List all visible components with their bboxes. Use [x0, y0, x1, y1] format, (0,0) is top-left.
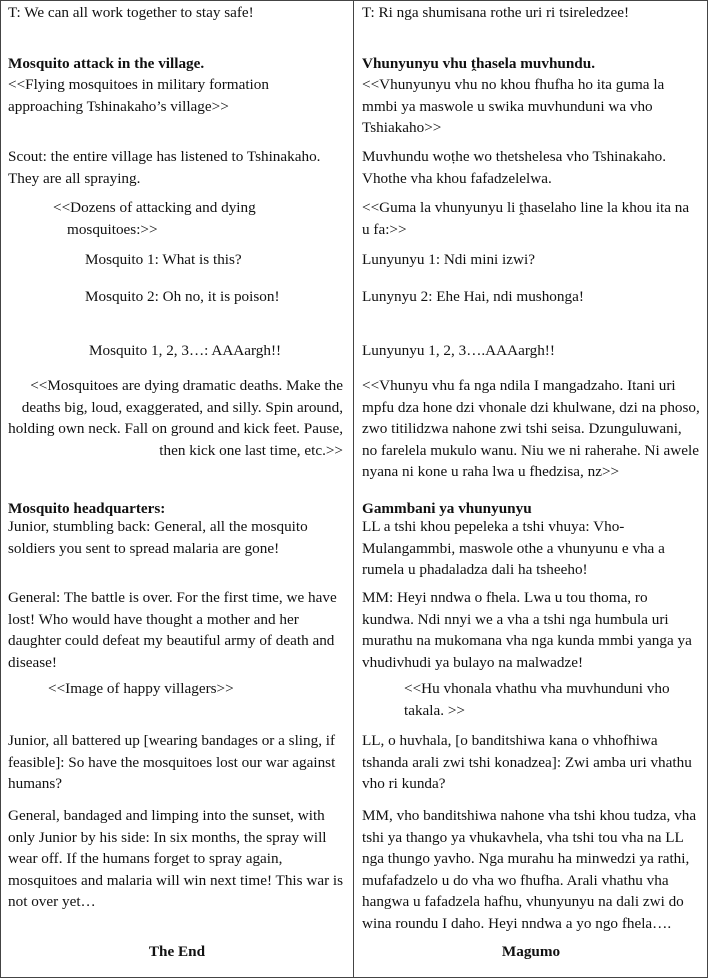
mosquito-1-line: Mosquito 1: What is this? [85, 251, 242, 268]
the-end-label-venda: Magumo [501, 943, 561, 960]
heading-mosquito-attack: Mosquito attack in the village. [8, 55, 205, 72]
stage-direction-villagers: <<Image of happy villagers>> [48, 680, 234, 697]
general-line-2-venda: MM, vho banditshiwa nahone vha tshi khou tudza, vha tshi ya thango ya vhukavhela, vha tshi tou vha na LL nga thungo yavho. Nga murahu ha minwedzi ya rathi, mufafadzelo u do vha wo fhufha. Arali vhathu vha hangwa u fafadzela hafhu, vhunyunyu na dali zwi do wina roundu I daho. Heyi nndwa a yo ngo fhela…. [362, 807, 697, 932]
line-stay-safe: T: We can all work together to stay safe! [8, 4, 254, 21]
stage-direction-flying: <<Flying mosquitoes in military formation approaching Tshinakaho’s village>> [8, 76, 269, 115]
heading-mosquito-headquarters: Mosquito headquarters: [8, 500, 166, 517]
mosquito-chorus-line-venda: Lunyunyu 1, 2, 3….AAAargh!! [362, 342, 555, 359]
stage-direction-deaths-venda: <<Vhunyu vhu fa nga ndila I mangadzaho. Itani uri mpfu dza hone dzi vhonale dzi khulwane, dzi na phoso, zwo titilidzwa nahone zwi tshi seisa. Dzunguluwani, no farelela mukulo wanu. Niu we ni raherahe. Ni awele nyana ni kone u raha lwa u fhedzisa, nz>> [362, 377, 700, 480]
general-line-2: General, bandaged and limping into the sunset, with only Junior by his side: In six months, the spray will wear off. If the humans forget to spray again, mosquitoes and malaria will win next time! This war is not over yet… [8, 807, 344, 910]
heading-mosquito-headquarters-venda: Gammbani ya vhunyunyu [362, 500, 532, 517]
column-divider [353, 0, 354, 978]
junior-line-2-venda: LL, o huvhala, [o banditshiwa kana o vhhofhiwa tshanda arali zwi tshi konadzea]: Zwi amba uri vhathu vho ri kunda? [362, 732, 692, 792]
stage-direction-deaths: <<Mosquitoes are dying dramatic deaths. Make the deaths big, loud, exaggerated, and silly. Spin around, holding own neck. Fall on ground and kick feet. Pause, then kick one last time, etc.>> [8, 377, 343, 459]
scout-line: Scout: the entire village has listened to Tshinakaho. They are all spraying. [8, 148, 321, 187]
stage-direction-dozens-venda: <<Guma la vhunyunyu li ṱhaselaho line la khou ita na u fa:>> [362, 199, 690, 238]
stage-direction-villagers-venda: <<Hu vhonala vhathu vha muvhunduni vho takala. >> [404, 680, 670, 719]
mosquito-2-line: Mosquito 2: Oh no, it is poison! [85, 288, 280, 305]
general-line-1-venda: MM: Heyi nndwa o fhela. Lwa u tou thoma, ro kundwa. Ndi nnyi we a vha a tshi nga humbula uri murathu na mukomana vha nga kunda mmbi yanga ya vhudivhudi ya bulayo na malwadze! [362, 589, 692, 671]
general-line-1: General: The battle is over. For the first time, we have lost! Who would have thought a mother and her daughter could defeat my beautiful army of death and disease! [8, 589, 337, 671]
mosquito-1-line-venda: Lunyunyu 1: Ndi mini izwi? [362, 251, 535, 268]
line-stay-safe-venda: T: Ri nga shumisana rothe uri ri tsireledzee! [362, 4, 630, 21]
junior-line-1-venda: LL a tshi khou pepeleka a tshi vhuya: Vho-Mulangammbi, maswole othe a vhunyunu e vha a rumela u phadaladza dali ha tsheeho! [362, 518, 665, 578]
junior-line-2: Junior, all battered up [wearing bandages or a sling, if feasible]: So have the mosquitoes lost our war against humans? [8, 732, 336, 792]
scout-line-venda: Muvhundu woṭhe wo thetshelesa vho Tshinakaho. Vhothe vha khou fafadzelelwa. [362, 148, 667, 187]
heading-mosquito-attack-venda: Vhunyunyu vhu ṱhasela muvhundu. [362, 55, 595, 72]
mosquito-2-line-venda: Lunynyu 2: Ehe Hai, ndi mushonga! [362, 288, 584, 305]
stage-direction-flying-venda: <<Vhunyunyu vhu no khou fhufha ho ita guma la mmbi ya maswole u swika muvhunduni wa vho Tshiakaho>> [362, 76, 665, 136]
junior-line-1: Junior, stumbling back: General, all the mosquito soldiers you sent to spread malaria are gone! [8, 518, 308, 557]
mosquito-chorus-line: Mosquito 1, 2, 3…: AAAargh!! [89, 342, 282, 359]
the-end-label: The End [148, 943, 206, 960]
stage-direction-dozens: <<Dozens of attacking and dying mosquitoes:>> [53, 199, 256, 238]
